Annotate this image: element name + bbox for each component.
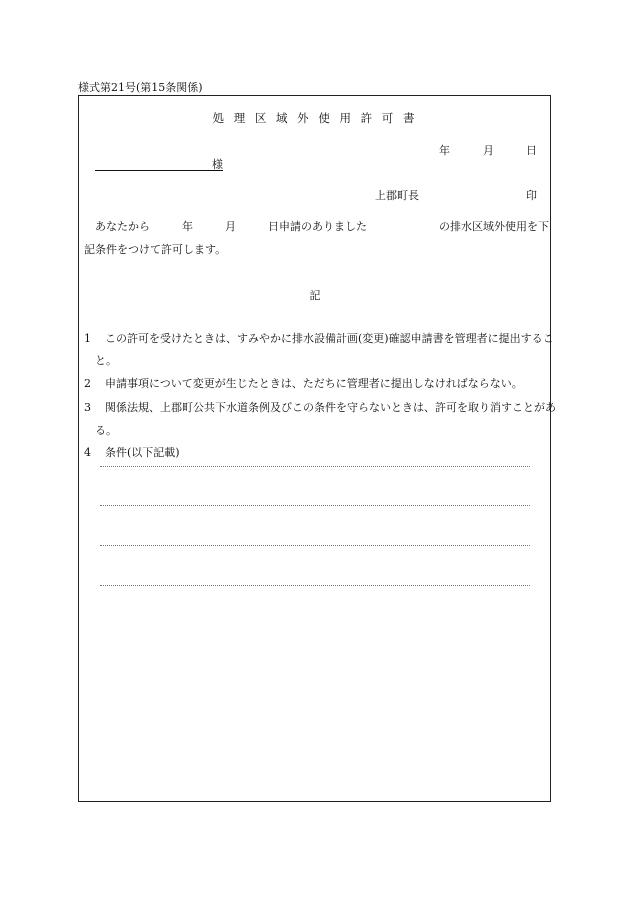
condition-3 xyxy=(84,402,556,413)
condition-4 xyxy=(84,447,180,458)
ki-heading: 記 xyxy=(309,289,321,302)
condition-1 xyxy=(84,333,554,344)
condition-number: 3 xyxy=(84,401,91,414)
date-year-label: 年 xyxy=(439,144,450,157)
condition-text: 申請事項について変更が生じたときは、ただちに管理者に提出しなければならない。 xyxy=(105,377,523,390)
addressee-suffix: 様 xyxy=(212,158,223,171)
condition-3-cont: る。 xyxy=(95,424,117,437)
date-month-label: 月 xyxy=(483,144,494,157)
condition-number: 4 xyxy=(84,446,91,459)
seal-mark: 印 xyxy=(526,189,537,202)
condition-text: 関係法規、上郡町公共下水道条例及びこの条件を守らないときは、許可を取り消すことがあ xyxy=(105,401,556,414)
body-intro: あなたから xyxy=(95,220,150,233)
condition-writing-line xyxy=(100,585,530,586)
condition-text: 条件(以下記載) xyxy=(105,446,180,459)
condition-number: 1 xyxy=(84,332,91,345)
body-month: 月 xyxy=(225,220,236,233)
condition-2 xyxy=(84,378,523,389)
date-day-label: 日 xyxy=(526,144,537,157)
condition-writing-line xyxy=(100,505,530,506)
condition-1-cont: と。 xyxy=(95,354,117,367)
condition-writing-line xyxy=(100,466,530,467)
form-number: 様式第21号(第15条関係) xyxy=(78,81,203,94)
body-line-2: 記条件をつけて許可します。 xyxy=(84,243,227,256)
body-permission: の排水区域外使用を下 xyxy=(439,220,549,233)
document-title: 処 理 区 域 外 使 用 許 可 書 xyxy=(212,111,418,125)
condition-text: この許可を受けたときは、すみやかに排水設備計画(変更)確認申請書を管理者に提出するこ xyxy=(105,332,554,345)
addressee-underline xyxy=(95,170,223,171)
condition-writing-line xyxy=(100,545,530,546)
issuer-name: 上郡町長 xyxy=(375,189,419,202)
body-day: 日申請のありました xyxy=(268,220,367,233)
body-year: 年 xyxy=(182,220,193,233)
condition-number: 2 xyxy=(84,377,91,390)
